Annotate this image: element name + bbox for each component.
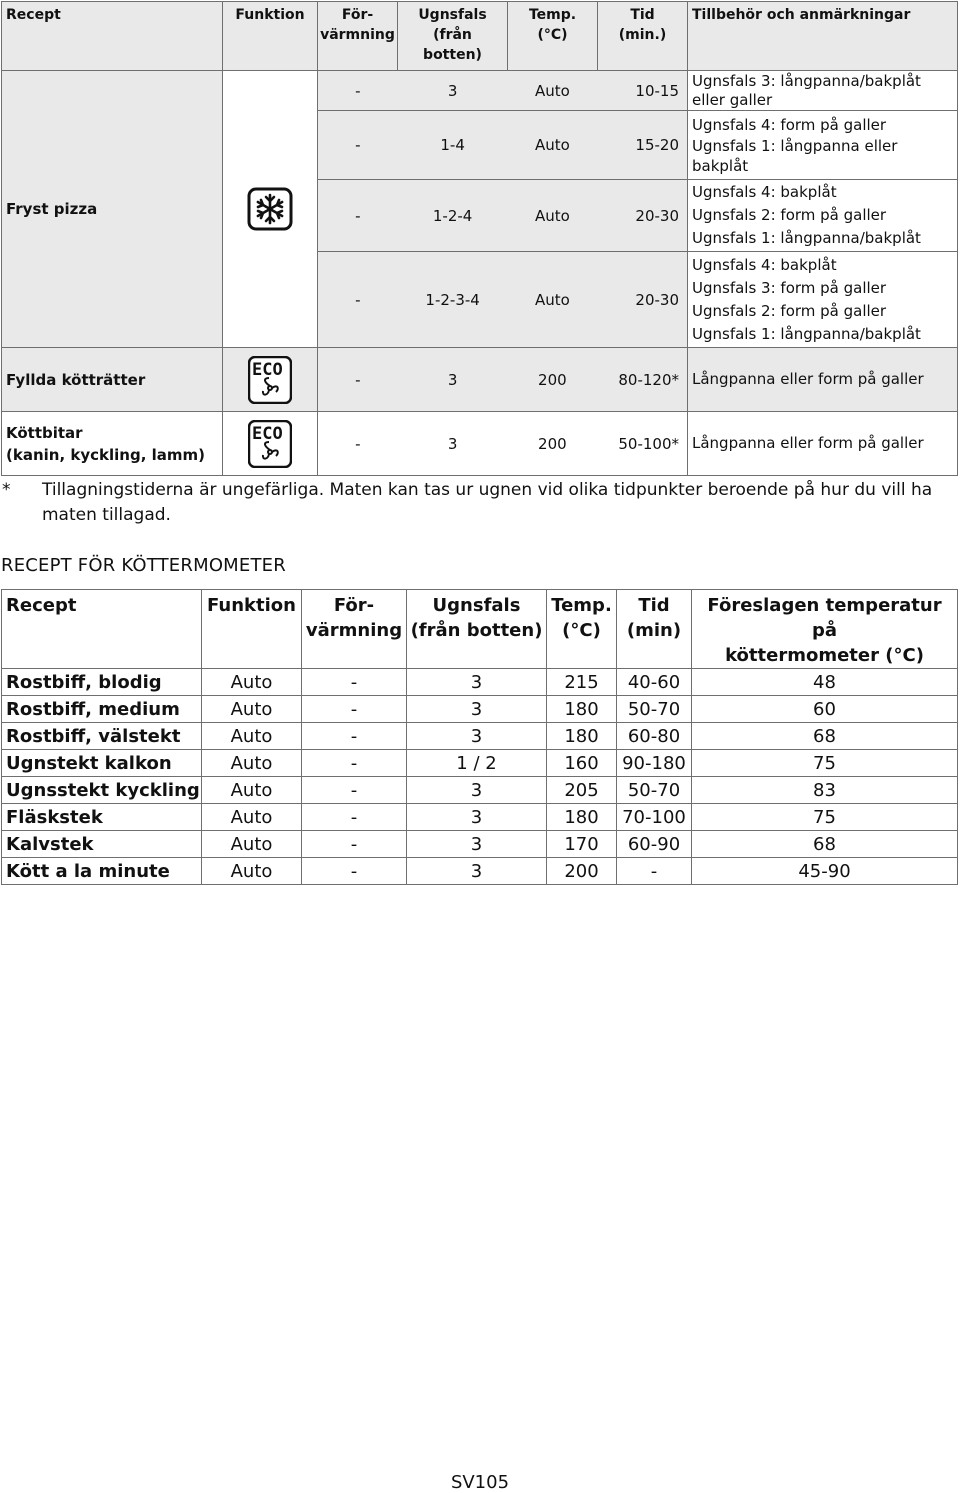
accessory-line: Ugnsfals 3: långpanna/bakplåt eller galler xyxy=(692,72,921,109)
thermometer-value: 75 xyxy=(692,804,958,831)
recipe-name: Fryst pizza xyxy=(2,71,223,348)
header-recipe: Recept xyxy=(2,590,202,669)
shelf-value: 3 xyxy=(407,696,547,723)
function-cell xyxy=(223,71,318,348)
function-value: Auto xyxy=(202,804,302,831)
shelf-value: 3 xyxy=(447,81,458,100)
recipe-name: Kött a la minute xyxy=(2,858,202,885)
temp-value: Auto xyxy=(534,136,570,154)
temp-value: 205 xyxy=(547,777,617,804)
thermometer-value: 60 xyxy=(692,696,958,723)
page-number: SV105 xyxy=(450,1472,510,1493)
temp-value: 160 xyxy=(547,750,617,777)
accessory-line: Ugnsfals 1: långpanna/bakplåt xyxy=(692,324,921,343)
accessory-line: Ugnsfals 4: bakplåt xyxy=(692,183,837,201)
eco-fan-icon xyxy=(248,356,292,404)
temp-value: Auto xyxy=(534,206,570,225)
accessory-line: Ugnsfals 1: långpanna/bakplåt xyxy=(692,229,921,247)
shelf-value: 3 xyxy=(407,858,547,885)
temp-value: 200 xyxy=(538,370,567,389)
shelf-value: 3 xyxy=(407,831,547,858)
header-temp xyxy=(508,2,598,71)
table-row xyxy=(2,412,958,476)
recipe-name: Kalvstek xyxy=(2,831,202,858)
accessory-line: Ugnsfals 4: form på galler xyxy=(692,116,887,134)
table-row xyxy=(2,750,958,777)
shelf-value: 3 xyxy=(407,723,547,750)
table-row xyxy=(2,831,958,858)
function-value: Auto xyxy=(202,750,302,777)
temp-value: 180 xyxy=(547,804,617,831)
table-row xyxy=(2,696,958,723)
thermometer-value: 75 xyxy=(692,750,958,777)
header-time-text: Tid (min.) xyxy=(618,7,667,43)
thermometer-value: 45-90 xyxy=(692,858,958,885)
footnote-text: Tillagningstiderna är ungefärliga. Maten kan tas ur ugnen vid olika tidpunkter beroende på hur du vill ha maten tillagad. xyxy=(42,480,933,525)
settings-cell xyxy=(318,412,688,476)
recipe-name-text: Köttbitar (kanin, kyckling, lamm) xyxy=(6,423,205,464)
temp-value: 180 xyxy=(547,723,617,750)
accessory-cell xyxy=(688,252,958,348)
time-value: 70-100 xyxy=(617,804,692,831)
preheat-value: - xyxy=(355,136,361,154)
table-row xyxy=(2,348,958,412)
temp-value: Auto xyxy=(534,290,570,309)
settings-cell xyxy=(318,252,688,348)
header-recipe: Recept xyxy=(2,2,223,71)
meat-thermometer-table xyxy=(1,589,958,885)
header-preheat-text: För- värmning xyxy=(320,7,395,43)
preheat-value: - xyxy=(302,669,407,696)
header-thermometer-temp xyxy=(692,590,958,669)
shelf-value: 1-2-4 xyxy=(432,206,473,225)
time-value: 60-90 xyxy=(617,831,692,858)
table-row xyxy=(2,777,958,804)
preheat-value: - xyxy=(355,81,361,100)
time-value: 50-100* xyxy=(618,434,680,453)
preheat-value: - xyxy=(302,750,407,777)
function-cell xyxy=(223,412,318,476)
preheat-value: - xyxy=(355,370,361,389)
header-function: Funktion xyxy=(223,2,318,71)
accessory-line: Ugnsfals 2: form på galler xyxy=(692,206,887,224)
accessory-line: Ugnsfals 1: långpanna eller bakplåt xyxy=(692,137,898,175)
time-value: - xyxy=(617,858,692,885)
preheat-value: - xyxy=(355,290,361,309)
settings-cell xyxy=(318,111,688,180)
thermometer-value: 83 xyxy=(692,777,958,804)
time-value: 10-15 xyxy=(635,81,680,100)
preheat-value: - xyxy=(302,723,407,750)
table-row xyxy=(2,71,958,111)
preheat-value: - xyxy=(302,858,407,885)
thermometer-value: 68 xyxy=(692,723,958,750)
snowflake-icon xyxy=(247,187,293,231)
recipe-name: Ugnstekt kalkon xyxy=(2,750,202,777)
thermometer-value: 48 xyxy=(692,669,958,696)
time-value: 50-70 xyxy=(617,696,692,723)
preheat-value: - xyxy=(302,804,407,831)
recipe-name: Rostbiff, blodig xyxy=(2,669,202,696)
recipe-name: Rostbiff, medium xyxy=(2,696,202,723)
header-temp-text: Temp. (°C) xyxy=(528,7,577,43)
header-preheat xyxy=(302,590,407,669)
eco-fan-icon xyxy=(248,420,292,468)
preheat-value: - xyxy=(302,831,407,858)
temp-value: 200 xyxy=(547,858,617,885)
section-title: RECEPT FÖR KÖTTERMOMETER xyxy=(1,555,286,576)
function-cell xyxy=(223,348,318,412)
recipe-name: Ugnsstekt kyckling xyxy=(2,777,202,804)
accessory-cell: Långpanna eller form på galler xyxy=(688,348,958,412)
header-shelf-text: Ugnsfals (från botten) xyxy=(410,595,543,641)
table-row xyxy=(2,669,958,696)
thermometer-value: 68 xyxy=(692,831,958,858)
time-value: 60-80 xyxy=(617,723,692,750)
function-value: Auto xyxy=(202,696,302,723)
time-value: 50-70 xyxy=(617,777,692,804)
time-value: 90-180 xyxy=(617,750,692,777)
preheat-value: - xyxy=(355,206,361,225)
function-value: Auto xyxy=(202,777,302,804)
time-value: 20-30 xyxy=(635,206,680,225)
function-value: Auto xyxy=(202,831,302,858)
header-temp-text: Temp. (°C) xyxy=(551,595,612,641)
table-row xyxy=(2,858,958,885)
temp-value: Auto xyxy=(534,81,570,100)
recipe-name: Fyllda kötträtter xyxy=(2,348,223,412)
header-time xyxy=(617,590,692,669)
recipe-name: Fläskstek xyxy=(2,804,202,831)
accessory-line: Ugnsfals 2: form på galler xyxy=(692,301,887,320)
time-value: 80-120* xyxy=(618,370,680,389)
accessory-cell xyxy=(688,180,958,252)
footnote-marker: * xyxy=(2,480,11,500)
shelf-value: 3 xyxy=(407,777,547,804)
header-accessories: Tillbehör och anmärkningar xyxy=(688,2,958,71)
header-function: Funktion xyxy=(202,590,302,669)
svg-text:ECO: ECO xyxy=(252,359,283,380)
header-time xyxy=(598,2,688,71)
function-value: Auto xyxy=(202,669,302,696)
function-value: Auto xyxy=(202,723,302,750)
svg-text:ECO: ECO xyxy=(252,423,283,444)
accessory-cell xyxy=(688,71,958,111)
settings-cell xyxy=(318,348,688,412)
preheat-value: - xyxy=(302,696,407,723)
settings-cell xyxy=(318,180,688,252)
temp-value: 200 xyxy=(538,434,567,453)
accessory-cell xyxy=(688,111,958,180)
accessory-line: Ugnsfals 3: form på galler xyxy=(692,278,887,297)
header-time-text: Tid (min) xyxy=(626,595,682,641)
header-shelf xyxy=(398,2,508,71)
header-preheat-text: För- värmning xyxy=(305,595,403,641)
shelf-value: 1 / 2 xyxy=(407,750,547,777)
time-value: 15-20 xyxy=(635,136,680,154)
header-shelf xyxy=(407,590,547,669)
header-thermometer-text: Föreslagen temperatur på köttermometer (°C) xyxy=(707,595,942,666)
cooking-table xyxy=(1,1,958,476)
accessory-cell: Långpanna eller form på galler xyxy=(688,412,958,476)
header-temp xyxy=(547,590,617,669)
recipe-name xyxy=(2,412,223,476)
table-row xyxy=(2,804,958,831)
shelf-value: 3 xyxy=(407,804,547,831)
temp-value: 180 xyxy=(547,696,617,723)
shelf-value: 1-4 xyxy=(440,136,465,154)
settings-cell xyxy=(318,71,688,111)
shelf-value: 3 xyxy=(407,669,547,696)
time-value: 40-60 xyxy=(617,669,692,696)
time-value: 20-30 xyxy=(635,290,680,309)
recipe-name: Rostbiff, välstekt xyxy=(2,723,202,750)
temp-value: 215 xyxy=(547,669,617,696)
preheat-value: - xyxy=(302,777,407,804)
shelf-value: 3 xyxy=(447,434,458,453)
shelf-value: 3 xyxy=(447,370,458,389)
table-row xyxy=(2,723,958,750)
temp-value: 170 xyxy=(547,831,617,858)
preheat-value: - xyxy=(355,434,361,453)
function-value: Auto xyxy=(202,858,302,885)
header-preheat xyxy=(318,2,398,71)
header-shelf-text: Ugnsfals (från botten) xyxy=(418,7,487,63)
shelf-value: 1-2-3-4 xyxy=(425,290,480,309)
accessory-line: Ugnsfals 4: bakplåt xyxy=(692,255,837,274)
